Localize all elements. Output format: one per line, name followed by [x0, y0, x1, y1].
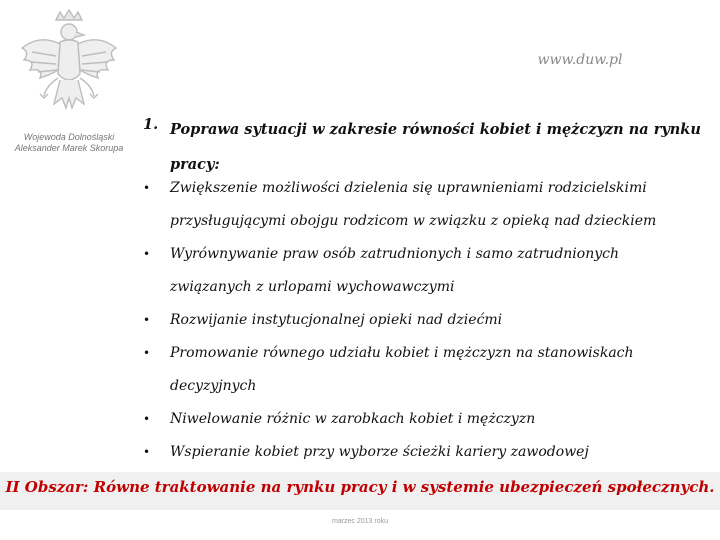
- bullet-list: [143, 172, 703, 469]
- list-item-text: Rozwijanie instytucjonalnej opieki nad dziećmi: [170, 312, 503, 328]
- logo-caption: [14, 132, 124, 154]
- footer-area-title: II Obszar: Równe traktowanie na rynku pracy i w systemie ubezpieczeń społecznych.: [5, 478, 715, 496]
- logo-caption-line1: Wojewoda Dolnośląski: [23, 132, 115, 142]
- list-item: [143, 172, 703, 238]
- list-item: [143, 238, 703, 304]
- section-number: 1.: [143, 116, 159, 133]
- list-item: [143, 436, 703, 469]
- bullet-icon: •: [143, 445, 151, 459]
- list-item: [143, 403, 703, 436]
- bullet-icon: •: [143, 247, 151, 261]
- list-item: [143, 304, 703, 337]
- logo-caption-line2: Aleksander Marek Skorupa: [14, 143, 124, 153]
- footer-date: marzec 2013 roku: [331, 518, 389, 525]
- section-title: Poprawa sytuacji w zakresie równości kobiet i mężczyzn na rynku pracy:: [170, 121, 701, 173]
- bullet-icon: •: [143, 313, 151, 327]
- list-item-text: Niwelowanie różnic w zarobkach kobiet i mężczyzn: [170, 411, 536, 427]
- bullet-icon: •: [143, 412, 151, 426]
- list-item-text: Wspieranie kobiet przy wyborze ścieżki kariery zawodowej: [170, 444, 589, 460]
- list-item: [143, 337, 703, 403]
- bullet-icon: •: [143, 181, 151, 195]
- list-item-text: Promowanie równego udziału kobiet i mężczyzn na stanowiskach decyzyjnych: [170, 345, 634, 394]
- bullet-icon: •: [143, 346, 151, 360]
- list-item-text: Zwiększenie możliwości dzielenia się uprawnieniami rodzicielskimi przysługującymi obojgu rodzicom w związku z opieką nad dzieckiem: [170, 180, 657, 229]
- list-item-text: Wyrównywanie praw osób zatrudnionych i samo zatrudnionych związanych z urlopami wychowawczymi: [170, 246, 619, 295]
- website-url[interactable]: www.duw.pl: [537, 52, 623, 68]
